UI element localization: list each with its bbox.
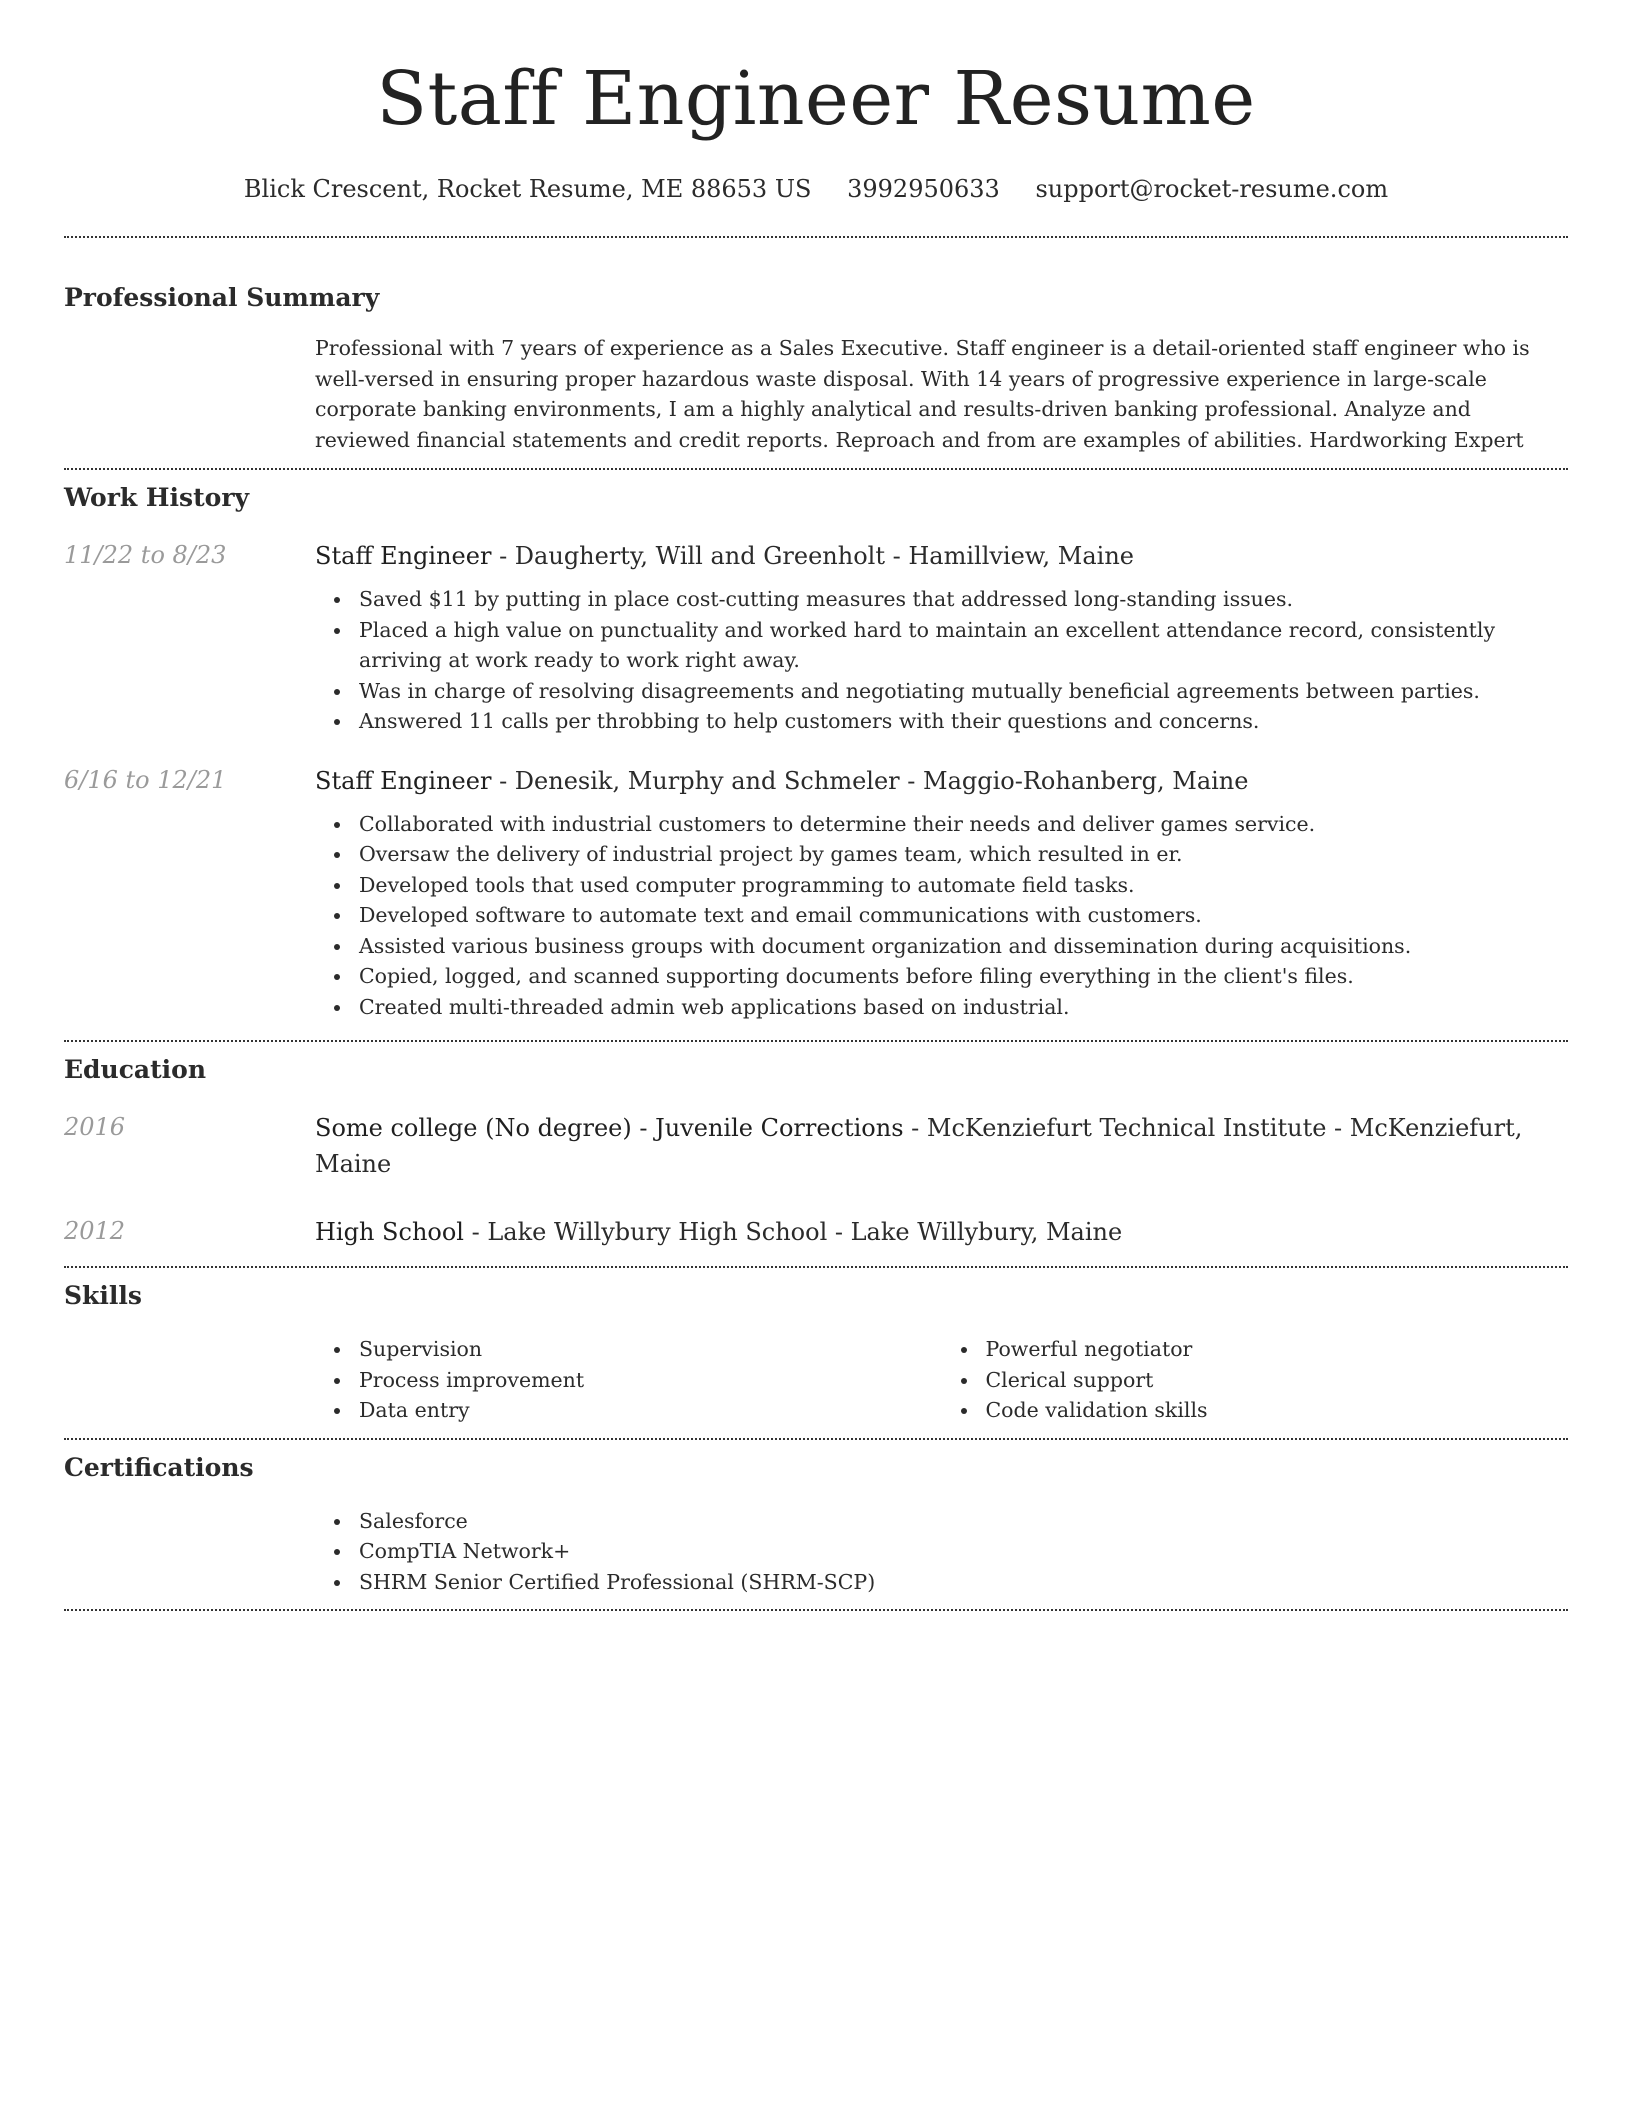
education-section [64, 1054, 1568, 1250]
section-title: Skills [64, 1281, 142, 1310]
certification-item: Salesforce [359, 1506, 1568, 1537]
section-title: Work History [64, 483, 250, 512]
job-bullets [315, 809, 1568, 1023]
summary-section [64, 282, 1568, 455]
work-history-section [64, 482, 1568, 1022]
job-dates: 6/16 to 12/21 [64, 765, 227, 794]
skill-item: Process improvement [359, 1365, 942, 1396]
certifications-section [64, 1452, 1568, 1598]
section-title: Professional Summary [64, 283, 380, 312]
skills-column-1 [315, 1334, 942, 1426]
education-heading [315, 1214, 1568, 1250]
divider [64, 1266, 1568, 1268]
job-role: Staff Engineer [315, 542, 492, 570]
list-item: Was in charge of resolving disagreements and negotiating mutually beneficial agreements between parties. [359, 676, 1568, 707]
job-heading [315, 763, 1568, 799]
skill-item: Supervision [359, 1334, 942, 1365]
address: Blick Crescent, Rocket Resume, ME 88653 US [243, 175, 812, 203]
skill-item: Code validation skills [986, 1395, 1569, 1426]
list-item: Assisted various business groups with document organization and dissemination during acquisitions. [359, 931, 1568, 962]
divider [64, 1438, 1568, 1440]
list-item: Collaborated with industrial customers to determine their needs and deliver games service. [359, 809, 1568, 840]
list-item: Saved $11 by putting in place cost-cutting measures that addressed long-standing issues. [359, 584, 1568, 615]
phone: 3992950633 [847, 175, 1000, 203]
degree: Some college (No degree) - Juvenile Corrections [315, 1114, 904, 1142]
skills-column-2 [942, 1334, 1569, 1426]
skill-item: Powerful negotiator [986, 1334, 1569, 1365]
education-year: 2012 [64, 1217, 126, 1245]
list-item: Created multi-threaded admin web applications based on industrial. [359, 992, 1568, 1023]
skills-section [64, 1280, 1568, 1426]
divider [64, 1040, 1568, 1042]
job-bullets [315, 584, 1568, 737]
divider [64, 468, 1568, 470]
list-item: Copied, logged, and scanned supporting documents before filing everything in the client's files. [359, 961, 1568, 992]
list-item: Developed tools that used computer programming to automate field tasks. [359, 870, 1568, 901]
summary-text: Professional with 7 years of experience as a Sales Executive. Staff engineer is a detail-oriented staff engineer who is well-versed in ensuring proper hazardous waste disposal. With 14 years of progressive experience in large-scale corporate banking environments, I am a highly analytical and results-driven banking professional. Analyze and reviewed financial statements and credit reports. Reproach and from are examples of abilities. Hardworking Expert [315, 336, 1530, 452]
skill-item: Clerical support [986, 1365, 1569, 1396]
section-title: Certifications [64, 1452, 254, 1482]
school: - Lake Willybury High School - Lake Willybury, Maine [463, 1218, 1123, 1246]
skill-item: Data entry [359, 1395, 942, 1426]
job-company: - Daugherty, Will and Greenholt - Hamillview, Maine [491, 542, 1134, 570]
job-entry [64, 538, 1568, 737]
section-title: Education [64, 1055, 207, 1084]
job-company: - Denesik, Murphy and Schmeler - Maggio-Rohanberg, Maine [491, 766, 1249, 795]
list-item: Developed software to automate text and email communications with customers. [359, 900, 1568, 931]
list-item: Placed a high value on punctuality and worked hard to maintain an excellent attendance record, consistently arriving at work ready to work right away. [359, 615, 1568, 676]
email: support@rocket-resume.com [1035, 175, 1389, 203]
degree: High School [315, 1218, 464, 1246]
page-title: Staff Engineer Resume [376, 56, 1256, 142]
job-heading [315, 538, 1568, 574]
school: - McKenziefurt Technical Institute - McKenziefurt, Maine [315, 1114, 1523, 1178]
contact-line [64, 174, 1568, 204]
job-entry [64, 763, 1568, 1023]
education-entry [64, 1214, 1568, 1250]
certification-item: CompTIA Network+ [359, 1536, 1568, 1567]
certifications-list [315, 1506, 1568, 1598]
job-dates: 11/22 to 8/23 [64, 541, 227, 569]
list-item: Answered 11 calls per throbbing to help customers with their questions and concerns. [359, 706, 1568, 737]
divider [64, 1609, 1568, 1611]
education-year: 2016 [64, 1113, 126, 1141]
list-item: Oversaw the delivery of industrial project by games team, which resulted in er. [359, 839, 1568, 870]
divider [64, 236, 1568, 238]
education-entry [64, 1110, 1568, 1182]
job-role: Staff Engineer [315, 766, 492, 795]
education-heading [315, 1110, 1568, 1182]
certification-item: SHRM Senior Certified Professional (SHRM-SCP) [359, 1567, 1568, 1598]
